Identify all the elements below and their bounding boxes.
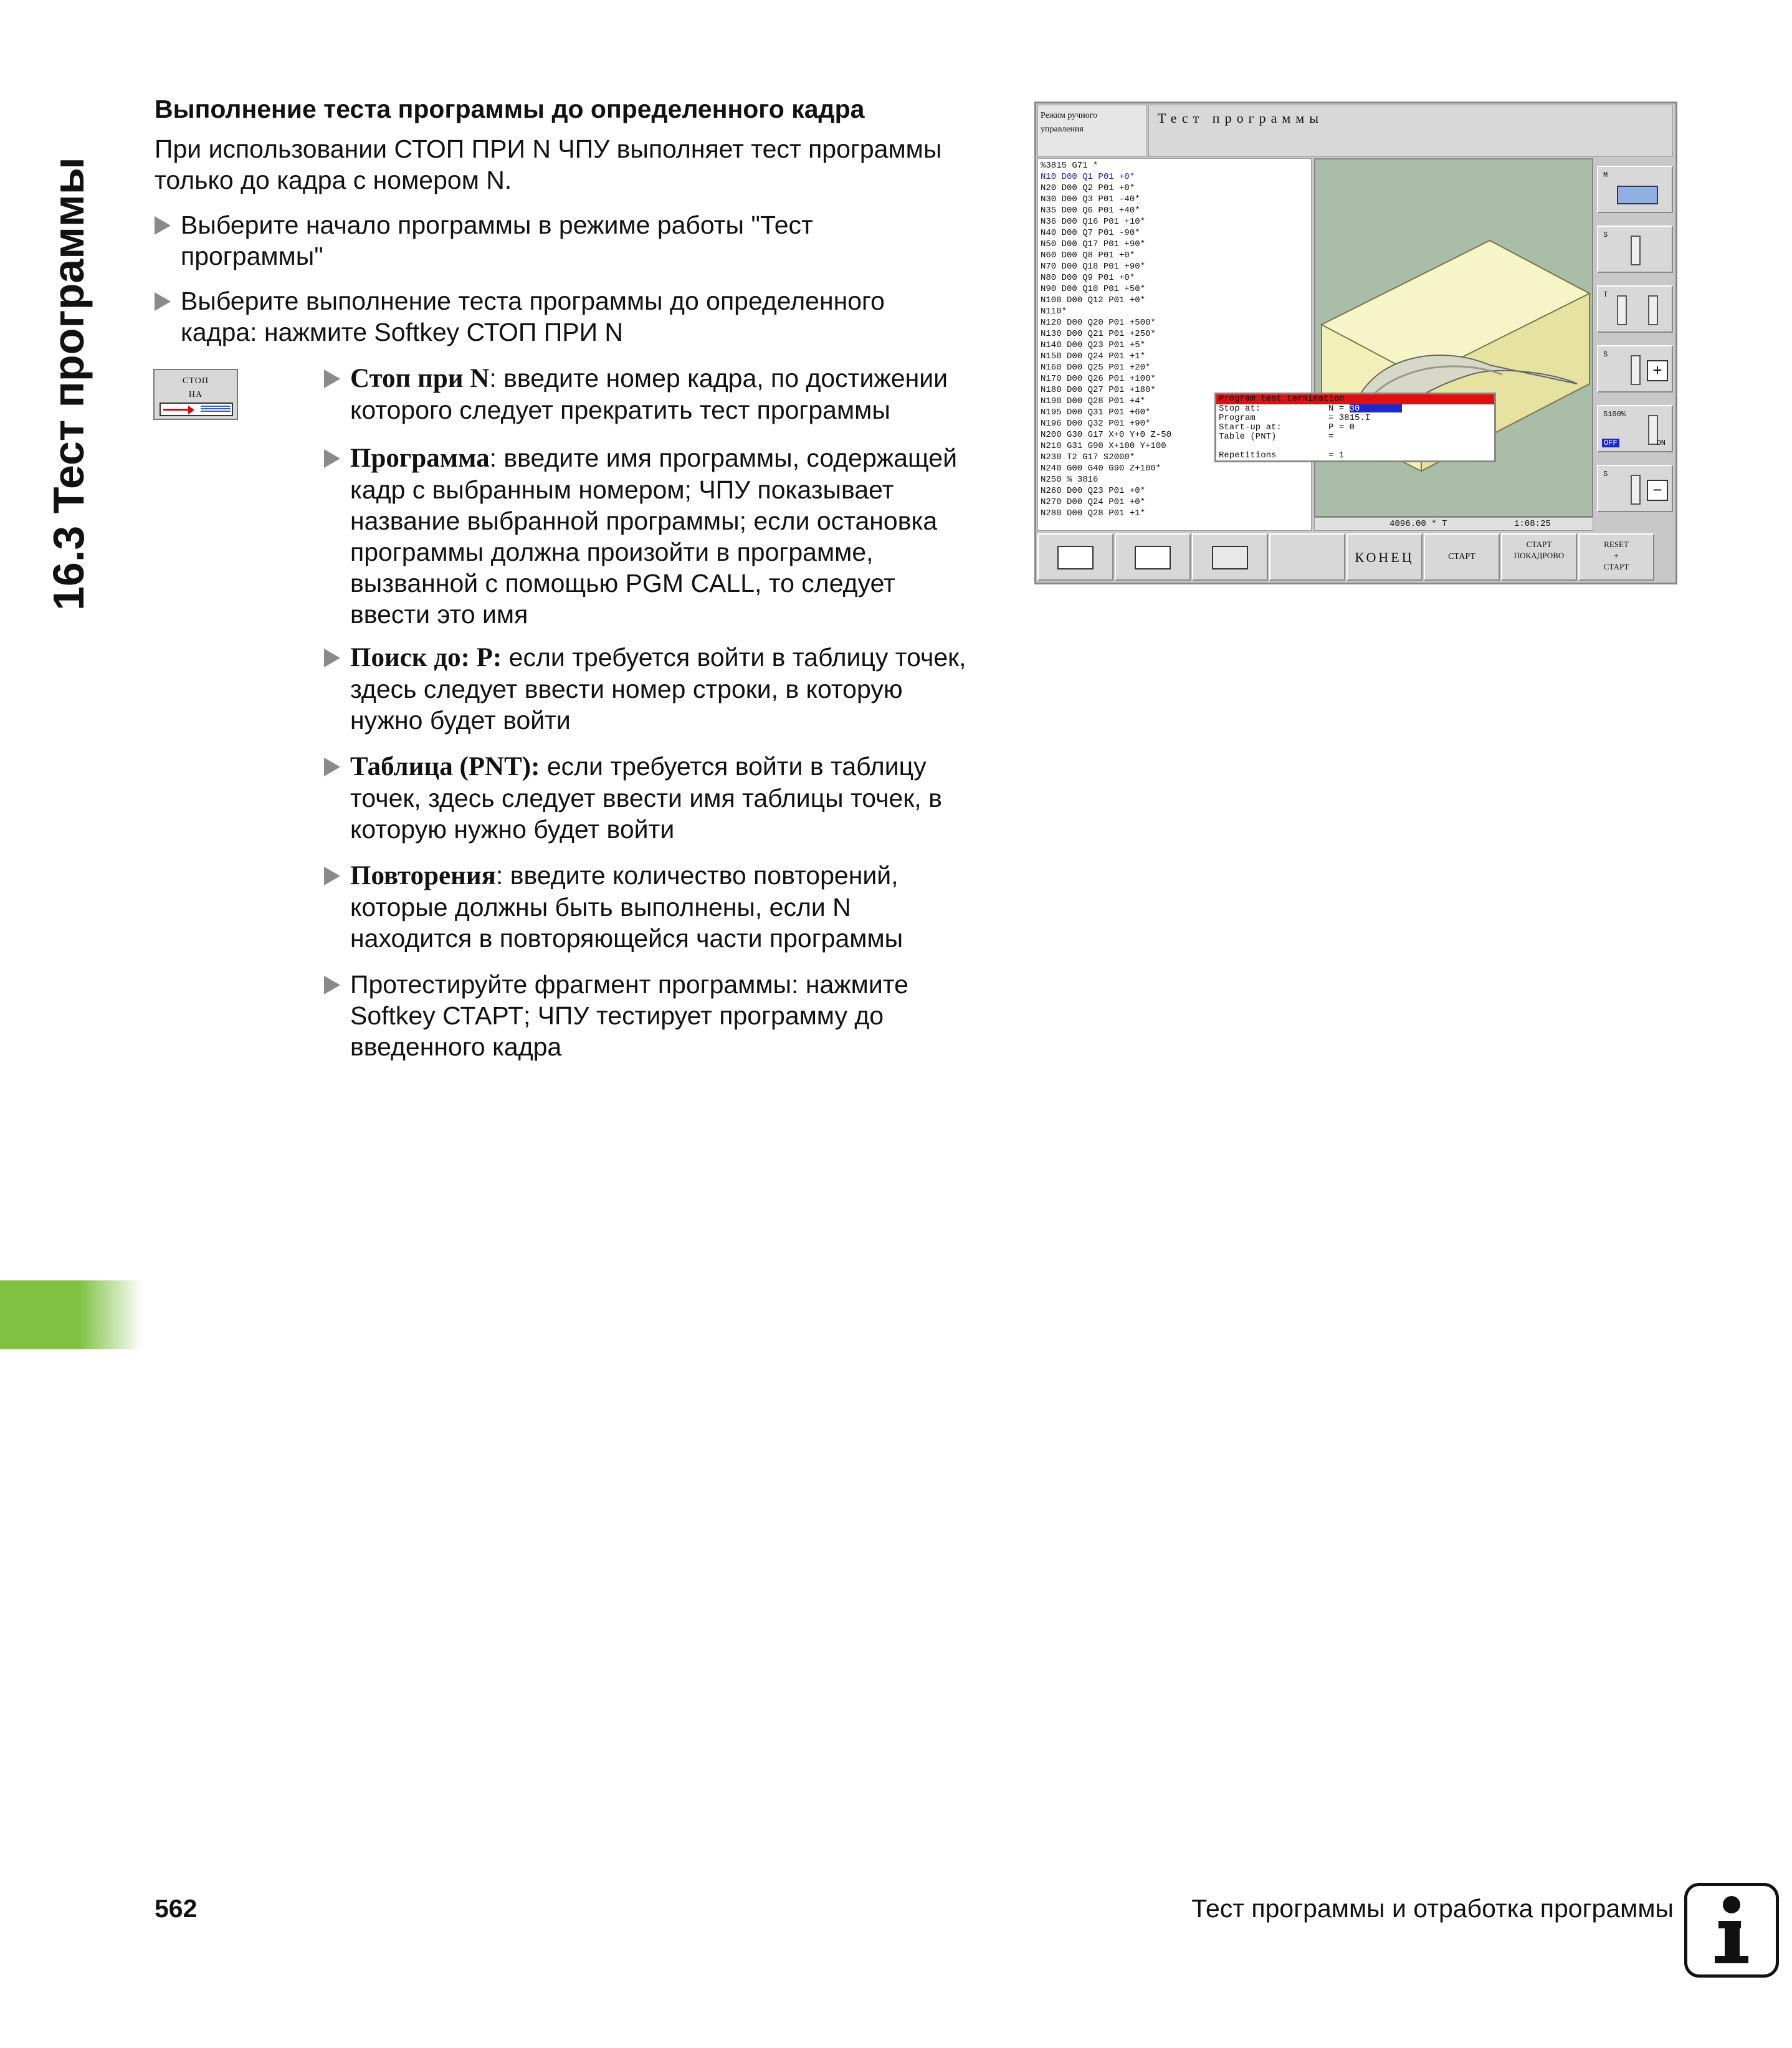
chapter-color-tab (0, 1280, 143, 1349)
dialog-row-startup[interactable]: Start-up at: P = 0 (1219, 422, 1355, 432)
bullet-triangle-icon (155, 292, 171, 311)
plus-icon: + (1647, 360, 1668, 381)
option-stop-at-n: Стоп при N: введите номер кадра, по достижении которого следует прекратить тест программы (324, 363, 1023, 426)
code-line[interactable]: N210 G31 G90 X+100 Y+100 (1041, 441, 1166, 451)
bullet-triangle-icon (324, 758, 340, 776)
softkey-s-plus[interactable]: S + (1597, 345, 1673, 393)
info-icon (1684, 1883, 1779, 1978)
section-heading: Выполнение теста программы до определенного кадра (155, 95, 865, 123)
status-line: 4096.00 * T 1:08:25 (1314, 517, 1593, 531)
softkey-start-single-block[interactable]: СТАРТ ПОКАДРОВО (1501, 533, 1577, 581)
code-line[interactable]: N140 D00 Q23 P01 +5* (1041, 340, 1146, 350)
intro-paragraph: При использовании СТОП ПРИ N ЧПУ выполняет тест программы только до кадра с номером N. (155, 135, 942, 194)
stop-at-n-softkey[interactable]: СТОП НА (153, 369, 238, 420)
code-line[interactable]: N70 D00 Q18 P01 +90* (1041, 262, 1146, 272)
code-line[interactable]: N200 G30 G17 X+0 Y+0 Z-50 (1041, 430, 1172, 440)
stop-at-icon (160, 402, 233, 416)
softkey-s-minus[interactable]: S − (1597, 465, 1673, 512)
option-search-point: Поиск до: P: если требуется войти в таблицу точек, здесь следует ввести номер строки, в которую нужно будет войти (324, 642, 1023, 736)
bullet-triangle-icon (324, 369, 340, 388)
code-line[interactable]: N120 D00 Q20 P01 +500* (1041, 318, 1156, 328)
code-line[interactable]: N90 D00 Q10 P01 +50* (1041, 284, 1146, 294)
code-line[interactable]: N150 D00 Q24 P01 +1* (1041, 351, 1146, 361)
bullet-triangle-icon (324, 976, 340, 994)
code-line[interactable]: N230 T2 G17 S2000* (1041, 452, 1135, 462)
softkey-s[interactable]: S (1597, 226, 1673, 273)
code-line[interactable]: N260 D00 Q23 P01 +0* (1041, 486, 1146, 496)
code-line[interactable]: N30 D00 Q3 P01 -40* (1041, 194, 1140, 204)
softkey-3d-view[interactable] (1192, 533, 1268, 581)
bullet-triangle-icon (324, 649, 340, 667)
softkey-t[interactable]: T (1597, 285, 1673, 333)
softkey-reset-start[interactable]: RESET + СТАРТ (1578, 533, 1654, 581)
code-line[interactable]: N80 D00 Q9 P01 +0* (1041, 273, 1135, 283)
code-line[interactable]: N195 D00 Q31 P01 +60* (1041, 407, 1151, 417)
footer-chapter-title: Тест программы и отработка программы (1191, 1894, 1674, 1923)
code-line[interactable]: N180 D00 Q27 P01 +180* (1041, 385, 1156, 395)
code-line[interactable]: N196 D00 Q32 P01 +90* (1041, 419, 1151, 429)
code-line[interactable]: N50 D00 Q17 P01 +90* (1041, 239, 1146, 249)
softkey-start[interactable]: СТАРТ (1424, 533, 1500, 581)
code-line[interactable]: N100 D00 Q12 P01 +0* (1041, 295, 1146, 305)
bullet-triangle-icon (324, 867, 340, 885)
code-line[interactable]: N60 D00 Q8 P01 +0* (1041, 250, 1135, 260)
stop-at-input[interactable]: 30 (1350, 404, 1402, 412)
code-line[interactable]: N280 D00 Q28 P01 +1* (1041, 508, 1146, 518)
vertical-softkeys (1597, 166, 1674, 533)
program-test-termination-dialog: Program test termination Stop at: N = 30 Program = 3815.I Start-up at: P = 0 Table (PNT) = Repetitions = 1 (1214, 393, 1496, 462)
page-number: 562 (155, 1894, 198, 1923)
softkey-m[interactable]: M (1597, 166, 1673, 213)
tool-icon (1631, 355, 1641, 385)
minus-icon: − (1647, 480, 1668, 501)
code-line[interactable]: N35 D00 Q6 P01 +40* (1041, 206, 1140, 216)
chapter-side-title: 16.3 Тест программы (44, 157, 93, 611)
code-line[interactable]: N240 G00 G40 G90 Z+100* (1041, 464, 1161, 474)
option-repetitions: Повторения: введите количество повторений, которые должны быть выполнены, если N находится в повторяющейся части программы (324, 860, 1023, 954)
bullet-triangle-icon (324, 449, 340, 468)
code-line[interactable]: N10 D00 Q1 P01 +0* (1041, 172, 1135, 182)
machine-icon (1617, 186, 1658, 204)
code-line[interactable]: N36 D00 Q16 P01 +10* (1041, 217, 1146, 227)
code-line[interactable]: N170 D00 Q26 P01 +100* (1041, 374, 1156, 384)
code-line[interactable]: %3815 G71 * (1041, 161, 1099, 171)
dialog-row-program[interactable]: Program = 3815.I (1219, 413, 1371, 423)
program-listing[interactable] (1037, 158, 1312, 531)
tool-icon (1631, 236, 1641, 265)
step-1: Выберите начало программы в режиме работы "Тест программы" (155, 209, 996, 272)
code-line[interactable]: N250 % 3816 (1041, 475, 1099, 485)
softkey-s100-off-on[interactable]: S100% OFF ON (1597, 405, 1673, 452)
view-projection-icon (1135, 546, 1171, 569)
window-icon (1057, 546, 1094, 569)
softkey-view-2[interactable] (1115, 533, 1191, 581)
code-line[interactable]: N190 D00 Q28 P01 +4* (1041, 396, 1146, 406)
dialog-row-table[interactable]: Table (PNT) = (1219, 432, 1334, 442)
dialog-row-stop-at[interactable]: Stop at: N = 30 (1216, 404, 1494, 414)
mode-label: Режим ручного управления (1037, 105, 1147, 157)
tool-change-icon (1617, 295, 1627, 325)
softkey-view-1[interactable] (1037, 533, 1113, 581)
code-line[interactable]: N20 D00 Q2 P01 +0* (1041, 183, 1135, 193)
softkey-empty-1[interactable] (1269, 533, 1345, 581)
option-point-table: Таблица (PNT): если требуется войти в таблицу точек, здесь следует ввести имя таблицы точек, в которую нужно будет войти (324, 751, 1023, 845)
step-run-test: Протестируйте фрагмент программы: нажмите Softkey СТАРТ; ЧПУ тестирует программу до введенного кадра (324, 969, 1023, 1062)
option-program: Программа: введите имя программы, содержащей кадр с выбранным номером; ЧПУ показывает название выбранной программы; если остановка программы должна произойти в программе, вызванной с помощью PGM CALL, то следует ввести это имя (324, 442, 1023, 630)
screen-title: Тест программы (1148, 105, 1673, 157)
code-line[interactable]: N130 D00 Q21 P01 +250* (1041, 329, 1156, 339)
workpiece-3d-icon (1315, 160, 1592, 516)
dialog-row-repetitions[interactable]: Repetitions = 1 (1219, 450, 1345, 460)
tool-icon (1631, 475, 1641, 505)
bullet-triangle-icon (155, 216, 171, 235)
graphics-view (1314, 158, 1593, 517)
softkey-end[interactable]: КОНЕЦ (1346, 533, 1423, 581)
cnc-screen (1034, 102, 1677, 584)
3d-block-icon (1212, 546, 1248, 569)
code-line[interactable]: N160 D00 Q25 P01 +20* (1041, 363, 1151, 373)
horizontal-softkeys (1037, 533, 1674, 582)
code-line[interactable]: N40 D00 Q7 P01 -90* (1041, 228, 1140, 238)
code-line[interactable]: N110* (1041, 307, 1067, 317)
code-line[interactable]: N270 D00 Q24 P01 +0* (1041, 497, 1146, 507)
step-2: Выберите выполнение теста программы до определенного кадра: нажмите Softkey СТОП ПРИ N (155, 285, 996, 348)
main-text (155, 93, 996, 348)
